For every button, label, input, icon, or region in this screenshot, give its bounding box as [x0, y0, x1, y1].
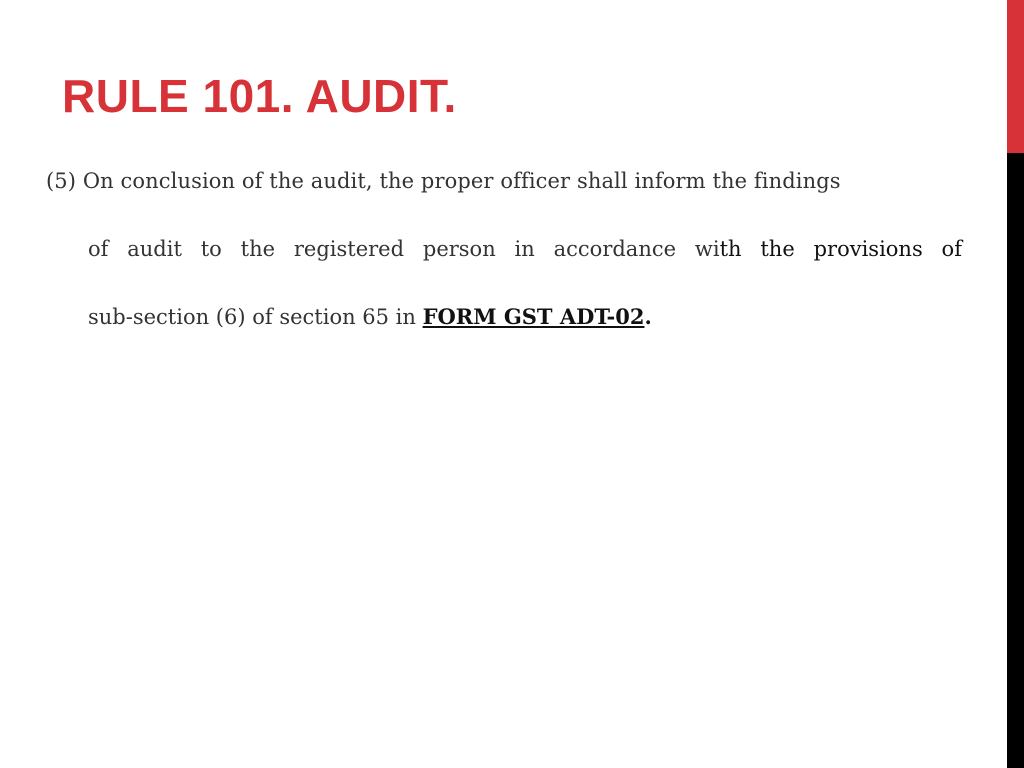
slide-title: RULE 101. AUDIT.: [62, 70, 457, 122]
paragraph-line-2-end: th the provisions of: [719, 237, 962, 261]
edge-bar-red-segment: [1007, 0, 1024, 153]
paragraph-line-2-start: of audit to the registered person in accordance wi: [88, 237, 720, 261]
paragraph-line-3-start: sub-section (6) of section 65 in: [88, 305, 423, 329]
form-reference: FORM GST ADT-02: [422, 304, 645, 329]
paragraph-line-1: (5) On conclusion of the audit, the proper officer shall inform the findings: [46, 169, 841, 193]
paragraph-line-3: [88, 302, 652, 332]
paragraph-line-2: [88, 234, 962, 264]
slide-edge-bar: [1007, 0, 1024, 768]
edge-bar-black-segment: [1007, 153, 1024, 768]
paragraph-line-3-end: .: [644, 304, 652, 329]
